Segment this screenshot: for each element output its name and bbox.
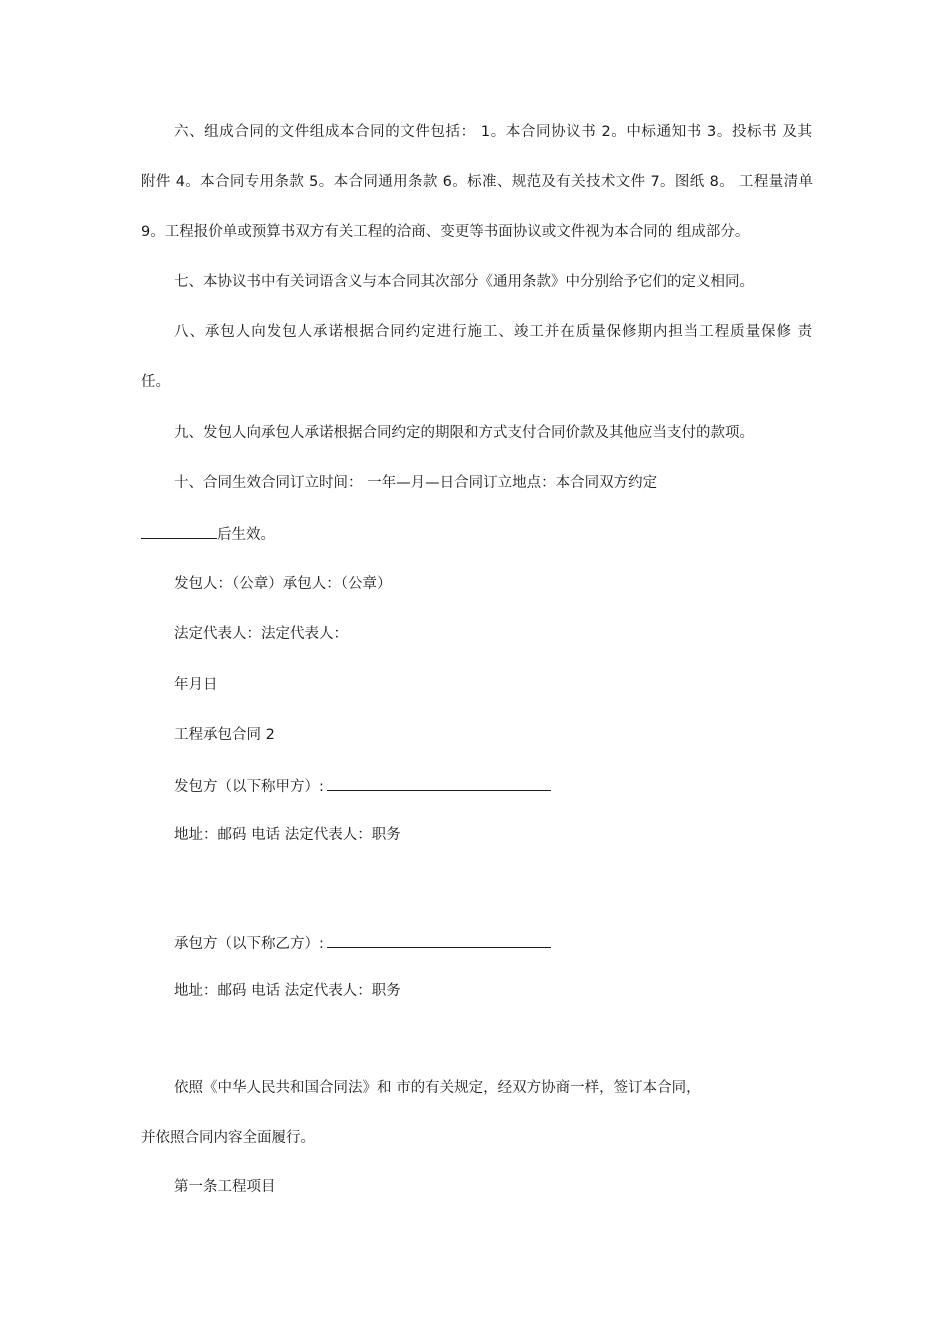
clause-6-line-3: 9。工程报价单或预算书双方有关工程的洽商、变更等书面协议或文件视为本合同的 组成部分。 [141,224,750,240]
clause-8-line-1: 八、承包人向发包人承诺根据合同约定进行施工、竣工并在质量保修期内担当工程质量保修 责 [174,324,812,340]
party-b-blank [327,932,551,948]
clause-10-line-2 [141,523,275,545]
clause-6-line-1: 六、组成合同的文件组成本合同的文件包括： 1。本合同协议书 2。中标通知书 3。投标书 及其 [174,124,812,140]
clause-8-line-2: 任。 [141,374,170,390]
basis-line-1: 依照《中华人民共和国合同法》和 市的有关规定，经双方协商一样，签订本合同， [174,1080,701,1096]
party-a-label: 发包方（以下称甲方）: [174,779,324,795]
clause-9: 九、发包人向承包人承诺根据合同约定的期限和方式支付合同价款及其他应当支付的款项。 [174,425,754,441]
effective-suffix: 后生效。 [217,527,275,543]
effective-condition-blank [141,523,217,539]
party-b-address: 地址：邮码 电话 法定代表人：职务 [174,983,401,999]
party-b-line [174,932,551,954]
party-a-line [174,775,551,797]
party-a-address: 地址：邮码 电话 法定代表人：职务 [174,827,401,843]
party-b-label: 承包方（以下称乙方）: [174,936,324,952]
signature-date: 年月日 [174,677,218,693]
contract-2-title: 工程承包合同 2 [174,727,275,743]
clause-6-line-2: 附件 4。本合同专用条款 5。本合同通用条款 6。标准、规范及有关技术文件 7。图纸 8。 工程量清单 [141,174,813,190]
clause-10-line-1: 十、合同生效合同订立时间： 一年—月—日合同订立地点：本合同双方约定 [174,475,658,491]
article-1-heading: 第一条工程项目 [174,1179,276,1195]
clause-7: 七、本协议书中有关词语含义与本合同其次部分《通用条款》中分别给予它们的定义相同。 [174,274,754,290]
basis-line-2: 并依照合同内容全面履行。 [141,1130,315,1146]
signature-parties: 发包人：（公章）承包人：（公章） [174,576,392,592]
signature-representatives: 法定代表人：法定代表人： [174,626,348,642]
party-a-blank [327,775,551,791]
